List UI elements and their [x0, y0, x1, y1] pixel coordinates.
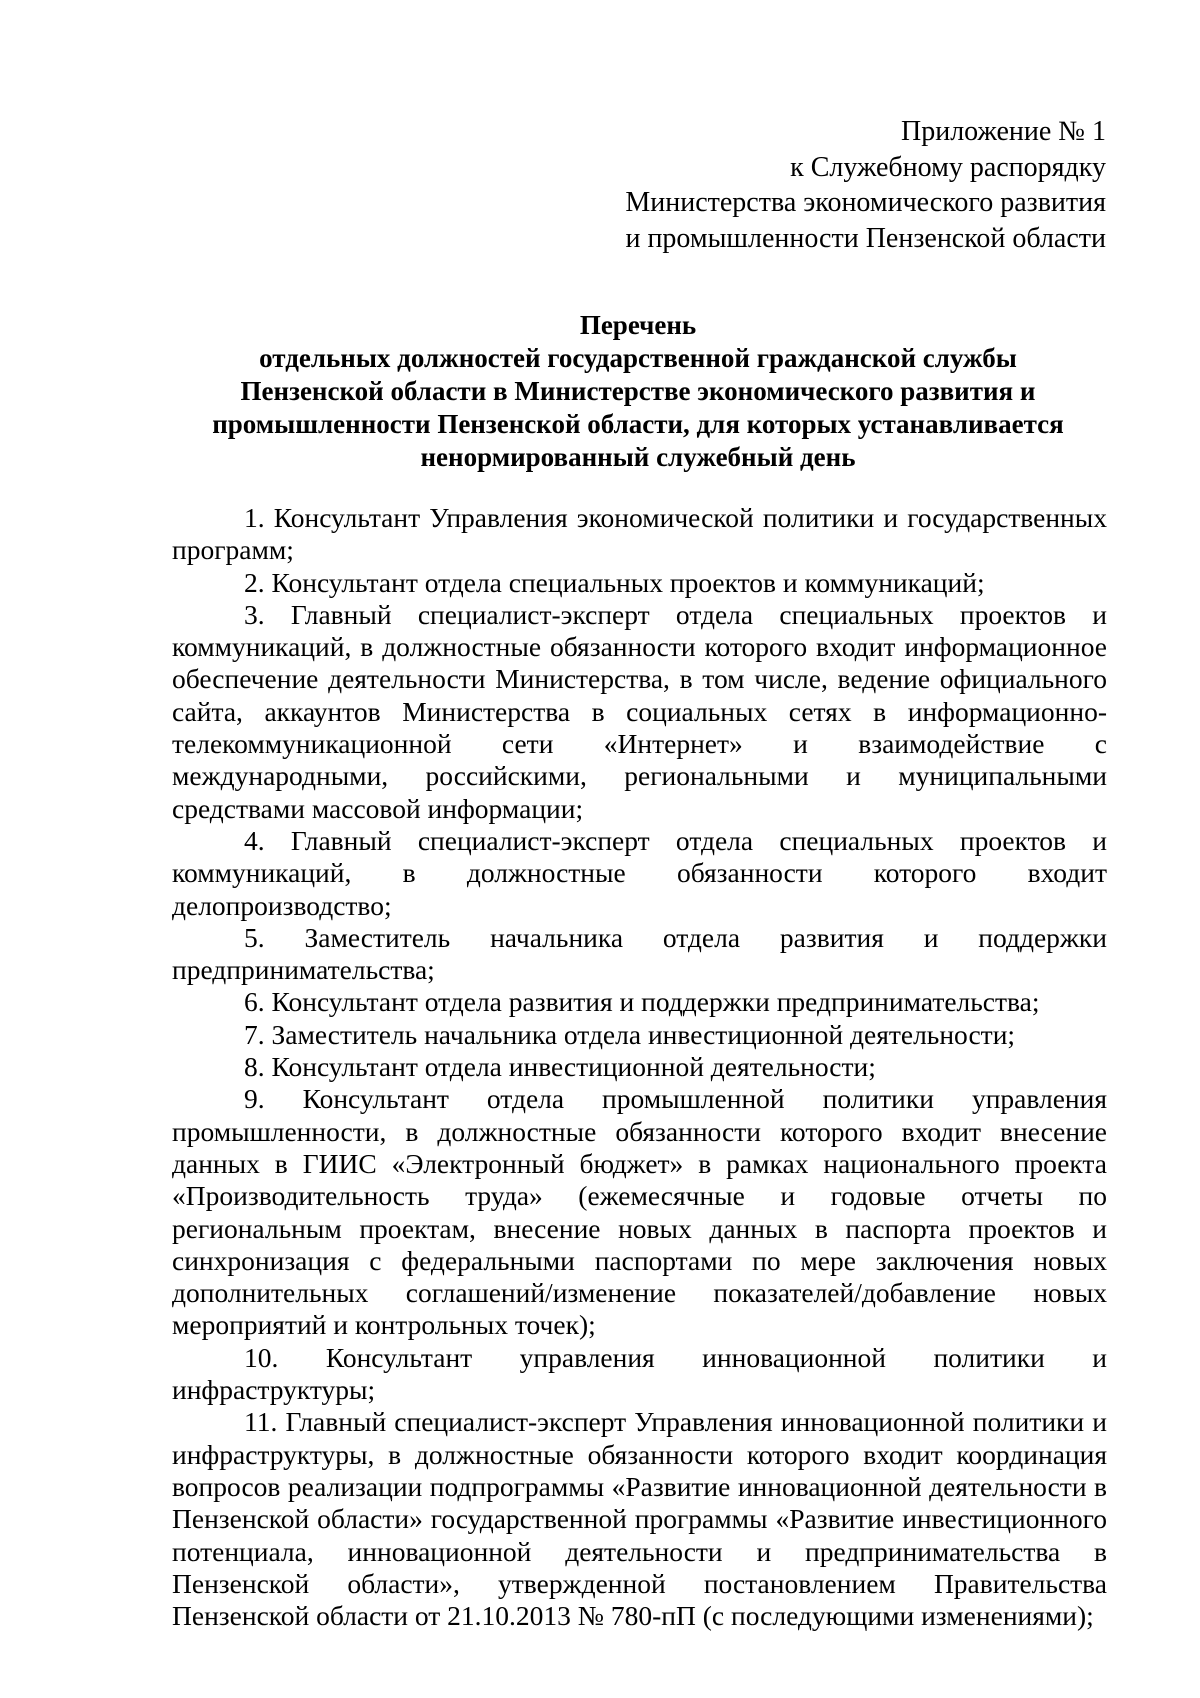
title-line: отдельных должностей государственной гражданской службы [259, 343, 1017, 373]
list-item: 10. Консультант управления инновационной политики и инфраструктуры; [172, 1341, 1107, 1406]
list-item: 11. Главный специалист-эксперт Управления инновационной политики и инфраструктуры, в должностные обязанности которого входит координация вопросов реализации подпрограммы «Развитие инновационной деятельности в Пензенской области» государственной программы «Развитие инвестиционного потенциала, инновационной деятельности и предпринимательства в Пензенской области», утвержденной постановлением Правительства Пензенской области от 21.10.2013 № 780-пП (с последующими изменениями); [172, 1406, 1107, 1632]
list-item: 5. Заместитель начальника отдела развития и поддержки предпринимательства; [172, 921, 1107, 986]
list-item: 7. Заместитель начальника отдела инвестиционной деятельности; [244, 1018, 1016, 1050]
annex-line: и промышленности Пензенской области [625, 222, 1106, 254]
list-item: 8. Консультант отдела инвестиционной деятельности; [244, 1051, 876, 1083]
list-item: 4. Главный специалист-эксперт отдела специальных проектов и коммуникаций, в должностные обязанности которого входит делопроизводство; [172, 824, 1107, 921]
annex-line: Министерства экономического развития [625, 187, 1106, 218]
list-item: 1. Консультант Управления экономической политики и государственных программ; [172, 502, 1107, 566]
list-item: 2. Консультант отдела специальных проектов и коммуникаций; [244, 566, 985, 598]
title-line: Пензенской области в Министерстве экономического развития и [240, 376, 1036, 406]
position-list [172, 502, 1107, 1632]
title-line: Перечень [579, 310, 697, 340]
title-line: ненормированный служебный день [420, 442, 856, 472]
annex-line: Приложение № 1 [901, 116, 1106, 147]
annex-header [406, 114, 1106, 256]
list-item: 3. Главный специалист-эксперт отдела специальных проектов и коммуникаций, в должностные обязанности которого входит информационное обеспечение деятельности Министерства, в том числе, ведение официального сайта, аккаунтов Министерства в социальных сетях в информационно-телекоммуникационной сети «Интернет» и взаимодействие с международными, российскими, региональными и муниципальными средствами массовой информации; [172, 598, 1107, 824]
annex-line: к Служебному распорядку [790, 151, 1106, 183]
list-item: 9. Консультант отдела промышленной политики управления промышленности, в должностные обязанности которого входит внесение данных в ГИИС «Электронный бюджет» в рамках национального проекта «Производительность труда» (ежемесячные и годовые отчеты по региональным проектам, внесение новых данных в паспорта проектов и синхронизация с федеральными паспортами по мере заключения новых дополнительных соглашений/изменение показателей/добавление новых мероприятий и контрольных точек); [172, 1083, 1107, 1341]
document-title [170, 309, 1106, 474]
list-item: 6. Консультант отдела развития и поддержки предпринимательства; [244, 986, 1040, 1018]
title-line: промышленности Пензенской области, для которых устанавливается [212, 409, 1064, 439]
